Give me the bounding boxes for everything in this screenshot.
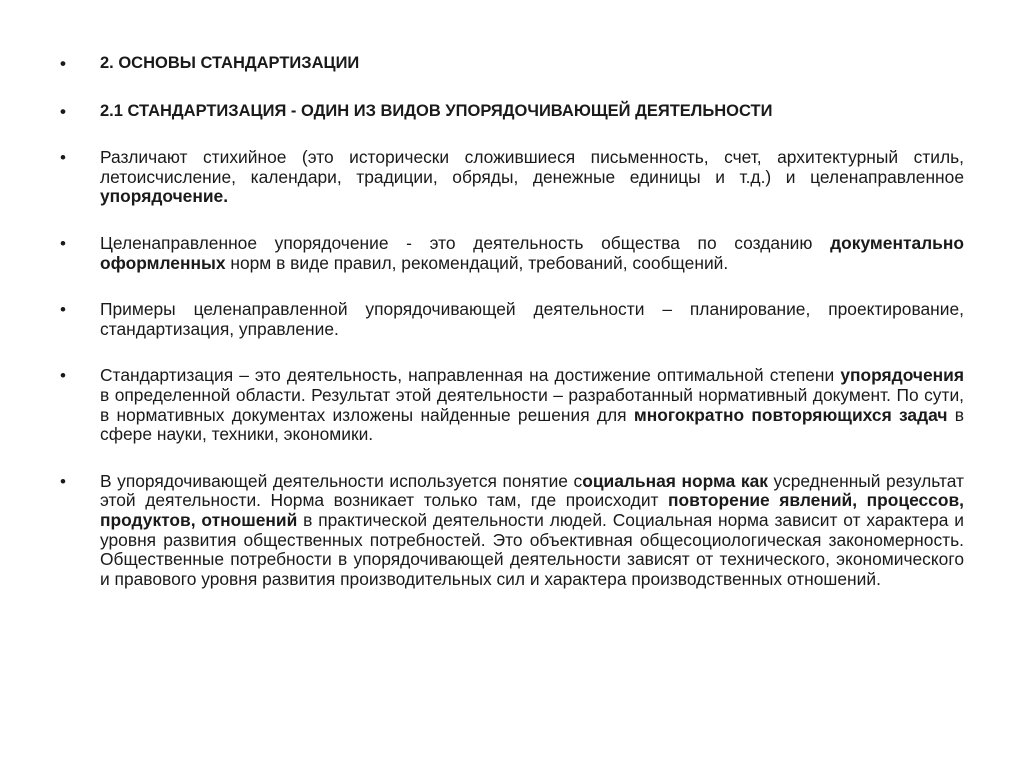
bullet-icon: • <box>60 471 66 491</box>
bullet-list <box>60 54 964 589</box>
emphasis-text: упорядочения <box>840 365 964 386</box>
bullet-icon: • <box>60 366 66 386</box>
bullet-icon: • <box>60 54 66 73</box>
paragraph-text: в определенной области. Результат этой деятельности – разработанный нормативный документ. По сути, в нормативных документах изложены найденные решения для <box>100 384 964 425</box>
paragraph-text: Стандартизация – это деятельность, направленная на достижение оптимальной степени <box>100 365 841 386</box>
emphasis-text: документально оформленных <box>100 232 964 273</box>
paragraph-text: норм в виде правил, рекомендаций, требований, сообщений. <box>225 252 729 273</box>
list-item <box>60 300 964 339</box>
emphasis-text: многократно повторяющихся задач <box>633 404 948 425</box>
emphasis-text: оциальная норма как <box>582 470 768 491</box>
bullet-icon: • <box>60 300 66 320</box>
bullet-icon: • <box>60 233 66 253</box>
paragraph-text: Примеры целенаправленной упорядочивающей деятельности – планирование, проектирование, стандартизация, управление. <box>100 299 964 339</box>
list-item <box>60 148 964 207</box>
paragraph-text: усредненный результат этой деятельности. Норма возникает только там, где происходит <box>100 470 964 511</box>
emphasis-text: упорядочение. <box>100 186 229 207</box>
paragraph-text: В упорядочивающей деятельности используется понятие с <box>100 470 583 491</box>
list-item-subsection-title <box>60 102 964 122</box>
bullet-icon: • <box>60 101 66 121</box>
list-item-section-title <box>60 54 964 74</box>
subsection-title: 2.1 СТАНДАРТИЗАЦИЯ - ОДИН ИЗ ВИДОВ УПОРЯДОЧИВАЮЩЕЙ ДЕЯТЕЛЬНОСТИ <box>100 101 773 120</box>
list-item <box>60 234 964 273</box>
list-item <box>60 472 964 590</box>
emphasis-text: повторение явлений, процессов, продуктов, отношений <box>100 490 964 530</box>
paragraph-text: Различают стихийное (это исторически сложившиеся письменность, счет, архитектурный стиль, летоисчисление, календари, традиции, обряды, денежные единицы и т.д.) и целенаправленное <box>100 147 964 187</box>
list-item <box>60 366 964 444</box>
paragraph-text: в практической деятельности людей. Социальная норма зависит от характера и уровня развития общественных потребностей. Это объективная общесоциологическая закономерность. Общественные потребности в упорядочивающей деятельности зависят от технического, экономического и правового уровня развития производительных сил и характера производственных отношений. <box>100 509 964 589</box>
bullet-icon: • <box>60 148 66 168</box>
paragraph-text: в сфере науки, техники, экономики. <box>100 404 964 445</box>
section-title: 2. ОСНОВЫ СТАНДАРТИЗАЦИИ <box>100 54 360 72</box>
paragraph-text: Целенаправленное упорядочение - это деятельность общества по созданию <box>100 232 831 253</box>
